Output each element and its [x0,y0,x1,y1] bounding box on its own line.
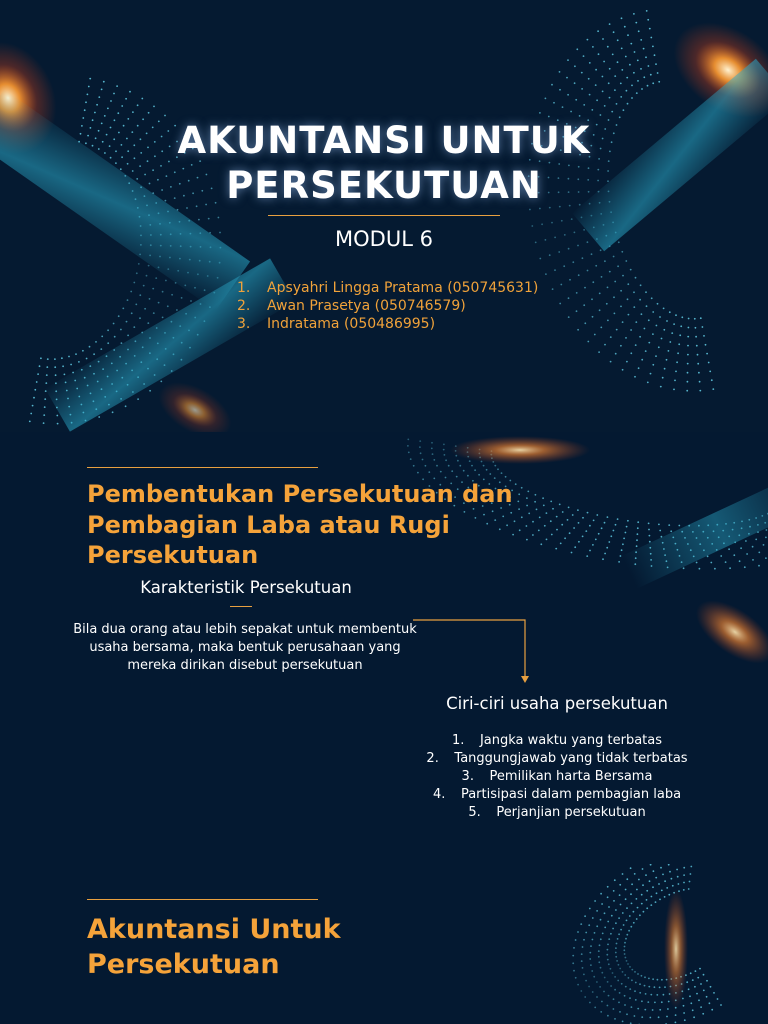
characteristics-list [380,732,734,822]
author-item: 2. Awan Prasetya (050746579) [237,298,466,314]
title-divider [268,215,500,216]
list-item: 5. Perjanjian persekutuan [468,805,646,820]
list-item: 1. Jangka waktu yang terbatas [451,733,663,748]
heading-divider [87,467,318,468]
heading-line-2: Pembagian Laba atau Rugi [87,510,450,539]
list-item: 4. Partisipasi dalam pembagian laba [432,787,682,802]
heading-line-2: Persekutuan [87,949,280,980]
slide-accounting [0,864,768,1024]
slide-title [0,0,768,432]
subheading-divider [230,606,252,607]
author-list [237,279,538,333]
connector-arrow [405,612,535,687]
presentation-title [100,118,668,208]
list-item: 3. Pemilikan harta Bersama [461,769,653,784]
section-heading [87,912,487,982]
subheading: Karakteristik Persekutuan [140,578,352,597]
title-line-1: AKUNTANSI UNTUK [177,119,591,162]
slide-formation [0,432,768,864]
heading-line-3: Persekutuan [87,541,259,569]
section-heading [87,479,557,571]
module-subtitle: MODUL 6 [335,227,433,251]
heading-line-1: Pembentukan Persekutuan dan [87,480,513,508]
list-item: 2. Tanggungjawab yang tidak terbatas [426,751,688,766]
definition-text: Bila dua orang atau lebih sepakat untuk membentuk usaha bersama, maka bentuk perusahaan yang mereka dirikan disebut persekutuan [73,622,417,673]
author-item: 1. Apsyahri Lingga Pratama (050745631) [237,280,539,296]
title-line-2: PERSEKUTUAN [226,164,542,207]
heading-divider [87,899,318,900]
heading-line-1: Akuntansi Untuk [87,914,341,945]
author-item: 3. Indratama (050486995) [237,316,436,332]
characteristics-title: Ciri-ciri usaha persekutuan [446,694,668,713]
particle-wave-decoration [0,0,768,432]
